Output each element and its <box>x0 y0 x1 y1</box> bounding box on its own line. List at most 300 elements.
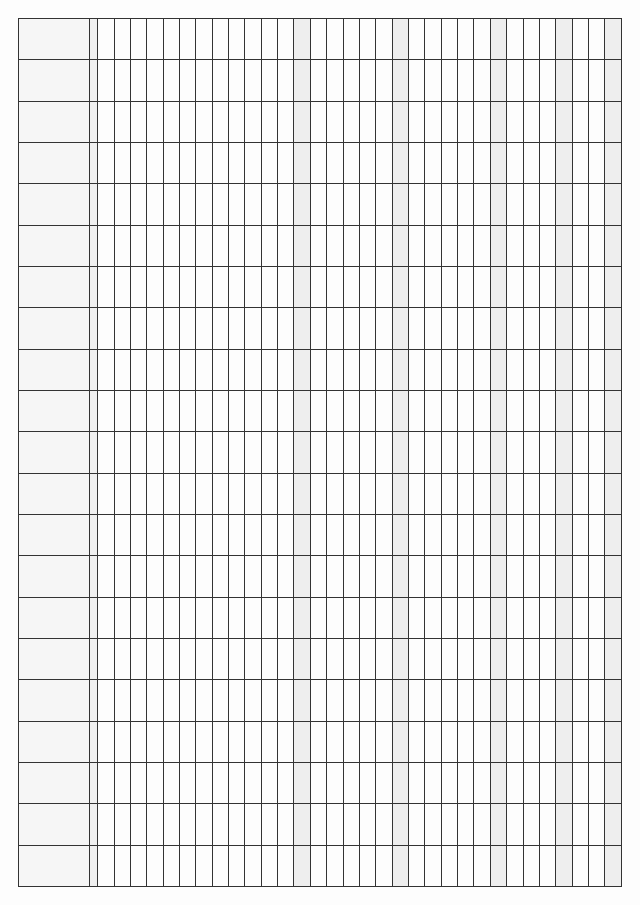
table-cell <box>98 473 114 514</box>
table-row <box>441 19 457 887</box>
table-cell <box>572 101 588 142</box>
table-cell <box>507 432 523 473</box>
table-cell <box>572 639 588 680</box>
table-cell <box>245 597 261 638</box>
table-cell <box>572 721 588 762</box>
table-cell <box>490 19 506 60</box>
table-cell <box>310 639 326 680</box>
table-cell <box>130 597 146 638</box>
table-cell <box>376 721 392 762</box>
table-cell <box>556 184 572 225</box>
table-cell <box>392 763 408 804</box>
table-cell <box>245 225 261 266</box>
table-cell <box>196 515 212 556</box>
table-cell <box>310 143 326 184</box>
table-cell <box>163 845 179 886</box>
table-cell <box>474 721 490 762</box>
table-cell <box>343 515 359 556</box>
table-cell <box>474 225 490 266</box>
table-cell <box>458 225 474 266</box>
table-cell <box>588 639 604 680</box>
table-cell <box>474 184 490 225</box>
table-cell <box>474 763 490 804</box>
table-cell <box>490 267 506 308</box>
table-cell <box>409 845 425 886</box>
table-cell <box>212 845 228 886</box>
table-cell <box>278 308 294 349</box>
table-cell <box>147 639 163 680</box>
table-cell <box>507 184 523 225</box>
table-cell <box>163 308 179 349</box>
table-cell <box>572 19 588 60</box>
table-cell <box>539 349 555 390</box>
table-cell <box>147 515 163 556</box>
table-cell <box>98 225 114 266</box>
table-cell <box>376 143 392 184</box>
column-number-cell <box>90 515 98 556</box>
table-cell <box>490 721 506 762</box>
table-cell <box>474 845 490 886</box>
header-cell <box>19 308 90 349</box>
table-cell <box>147 308 163 349</box>
table-cell <box>359 556 375 597</box>
table-cell <box>130 143 146 184</box>
table-cell <box>539 267 555 308</box>
table-cell <box>588 101 604 142</box>
column-number-cell <box>90 804 98 845</box>
table-cell <box>245 804 261 845</box>
header-cell <box>19 184 90 225</box>
table-cell <box>458 639 474 680</box>
table-cell <box>163 680 179 721</box>
table-cell <box>425 308 441 349</box>
table-cell <box>179 432 195 473</box>
table-cell <box>556 60 572 101</box>
table-cell <box>376 349 392 390</box>
table-cell <box>245 101 261 142</box>
table-cell <box>507 763 523 804</box>
table-cell <box>556 473 572 514</box>
table-cell <box>261 391 277 432</box>
table-cell <box>588 556 604 597</box>
table-cell <box>114 639 130 680</box>
column-number-cell <box>90 639 98 680</box>
table-row <box>229 19 245 887</box>
table-cell <box>130 473 146 514</box>
table-cell <box>130 680 146 721</box>
table-cell <box>212 391 228 432</box>
table-row <box>114 19 130 887</box>
table-cell <box>278 473 294 514</box>
table-cell <box>163 432 179 473</box>
table-cell <box>343 349 359 390</box>
table-cell <box>229 515 245 556</box>
table-cell <box>507 101 523 142</box>
table-cell <box>327 721 343 762</box>
table-cell <box>523 349 539 390</box>
table-cell <box>130 556 146 597</box>
table-cell <box>245 349 261 390</box>
table-cell <box>310 763 326 804</box>
table-cell <box>556 267 572 308</box>
table-cell <box>327 515 343 556</box>
table-cell <box>572 804 588 845</box>
table-cell <box>458 349 474 390</box>
table-cell <box>507 515 523 556</box>
table-cell <box>359 639 375 680</box>
table-cell <box>261 515 277 556</box>
table-cell <box>588 225 604 266</box>
table-cell <box>425 225 441 266</box>
table-cell <box>474 556 490 597</box>
table-cell <box>278 515 294 556</box>
table-cell <box>539 763 555 804</box>
table-cell <box>409 804 425 845</box>
table-cell <box>245 19 261 60</box>
table-cell <box>425 556 441 597</box>
table-cell <box>294 19 310 60</box>
header-cell <box>19 19 90 60</box>
table-cell <box>474 101 490 142</box>
table-cell <box>261 349 277 390</box>
header-cell <box>19 597 90 638</box>
table-cell <box>605 804 622 845</box>
table-cell <box>539 184 555 225</box>
table-cell <box>114 556 130 597</box>
table-cell <box>114 432 130 473</box>
table-cell <box>359 597 375 638</box>
table-row <box>147 19 163 887</box>
table-cell <box>572 845 588 886</box>
table-cell <box>359 308 375 349</box>
table-cell <box>310 19 326 60</box>
table-cell <box>310 349 326 390</box>
table-cell <box>458 597 474 638</box>
table-cell <box>605 763 622 804</box>
table-cell <box>196 101 212 142</box>
table-cell <box>376 267 392 308</box>
table-cell <box>588 515 604 556</box>
table-cell <box>523 184 539 225</box>
table-cell <box>605 267 622 308</box>
table-cell <box>441 184 457 225</box>
table-cell <box>507 60 523 101</box>
table-cell <box>147 267 163 308</box>
table-cell <box>441 597 457 638</box>
table-row <box>572 19 588 887</box>
table-cell <box>245 639 261 680</box>
table-cell <box>98 308 114 349</box>
table-cell <box>261 804 277 845</box>
table-cell <box>376 101 392 142</box>
table-cell <box>490 60 506 101</box>
table-cell <box>229 432 245 473</box>
table-cell <box>523 308 539 349</box>
table-cell <box>163 763 179 804</box>
table-cell <box>130 60 146 101</box>
table-cell <box>163 143 179 184</box>
table-cell <box>539 639 555 680</box>
table-cell <box>163 721 179 762</box>
table-cell <box>98 515 114 556</box>
table-cell <box>179 225 195 266</box>
table-cell <box>229 267 245 308</box>
table-cell <box>98 639 114 680</box>
header-cell <box>19 60 90 101</box>
table-cell <box>212 597 228 638</box>
table-cell <box>130 515 146 556</box>
table-cell <box>278 349 294 390</box>
table-cell <box>572 391 588 432</box>
table-cell <box>196 267 212 308</box>
table-cell <box>147 101 163 142</box>
table-cell <box>572 432 588 473</box>
table-cell <box>310 391 326 432</box>
column-number-cell <box>90 391 98 432</box>
table-cell <box>474 680 490 721</box>
table-cell <box>294 597 310 638</box>
table-cell <box>147 845 163 886</box>
table-cell <box>376 804 392 845</box>
table-cell <box>130 639 146 680</box>
table-cell <box>474 391 490 432</box>
table-cell <box>212 349 228 390</box>
table-cell <box>196 391 212 432</box>
table-cell <box>196 432 212 473</box>
table-cell <box>310 804 326 845</box>
table-row <box>163 19 179 887</box>
table-cell <box>523 19 539 60</box>
table-cell <box>261 680 277 721</box>
table-cell <box>147 721 163 762</box>
table-cell <box>409 184 425 225</box>
table-cell <box>605 225 622 266</box>
table-cell <box>130 101 146 142</box>
table-cell <box>605 391 622 432</box>
table-cell <box>229 804 245 845</box>
table-body <box>90 19 622 887</box>
table-cell <box>163 597 179 638</box>
header-cell <box>19 349 90 390</box>
table-cell <box>458 680 474 721</box>
table-cell <box>572 680 588 721</box>
table-cell <box>359 143 375 184</box>
table-cell <box>490 391 506 432</box>
table-cell <box>523 515 539 556</box>
table-cell <box>294 804 310 845</box>
table-cell <box>474 804 490 845</box>
table-cell <box>392 391 408 432</box>
table-cell <box>523 391 539 432</box>
table-cell <box>278 225 294 266</box>
table-cell <box>343 267 359 308</box>
table-cell <box>392 184 408 225</box>
table-cell <box>523 143 539 184</box>
table-cell <box>392 349 408 390</box>
table-cell <box>278 267 294 308</box>
table-cell <box>588 763 604 804</box>
table-cell <box>605 845 622 886</box>
table-cell <box>507 804 523 845</box>
table-cell <box>376 515 392 556</box>
table-cell <box>425 60 441 101</box>
table-row <box>179 19 195 887</box>
table-cell <box>229 225 245 266</box>
table-cell <box>605 184 622 225</box>
table-cell <box>196 845 212 886</box>
table-cell <box>376 556 392 597</box>
table-cell <box>392 515 408 556</box>
table-cell <box>441 556 457 597</box>
table-cell <box>294 473 310 514</box>
table-cell <box>588 845 604 886</box>
table-cell <box>294 391 310 432</box>
table-cell <box>556 556 572 597</box>
table-cell <box>294 225 310 266</box>
table-cell <box>523 639 539 680</box>
table-cell <box>441 349 457 390</box>
table-cell <box>523 597 539 638</box>
table-cell <box>605 432 622 473</box>
table-cell <box>163 267 179 308</box>
table-cell <box>425 349 441 390</box>
table-cell <box>98 721 114 762</box>
table-cell <box>98 267 114 308</box>
table-cell <box>163 225 179 266</box>
table-cell <box>343 763 359 804</box>
table-cell <box>343 225 359 266</box>
table-cell <box>605 60 622 101</box>
table-cell <box>425 515 441 556</box>
table-cell <box>376 308 392 349</box>
table-row <box>409 19 425 887</box>
table-cell <box>392 639 408 680</box>
table-cell <box>229 763 245 804</box>
table-cell <box>147 804 163 845</box>
table-cell <box>212 473 228 514</box>
table-cell <box>490 556 506 597</box>
table-cell <box>196 680 212 721</box>
table-row <box>278 19 294 887</box>
table-cell <box>130 349 146 390</box>
table-cell <box>98 349 114 390</box>
table-cell <box>98 143 114 184</box>
table-cell <box>359 845 375 886</box>
table-cell <box>474 639 490 680</box>
column-number-cell <box>90 473 98 514</box>
table-cell <box>359 515 375 556</box>
table-cell <box>359 391 375 432</box>
table-cell <box>409 349 425 390</box>
table-cell <box>359 804 375 845</box>
table-cell <box>343 473 359 514</box>
table-cell <box>229 101 245 142</box>
table-row <box>98 19 114 887</box>
table-cell <box>196 473 212 514</box>
table-row <box>310 19 326 887</box>
table-cell <box>392 143 408 184</box>
table-cell <box>523 804 539 845</box>
table-cell <box>343 845 359 886</box>
table-cell <box>425 597 441 638</box>
table-cell <box>229 680 245 721</box>
table-cell <box>163 556 179 597</box>
table-cell <box>147 19 163 60</box>
table-cell <box>229 391 245 432</box>
table-cell <box>539 804 555 845</box>
header-cell <box>19 763 90 804</box>
table-cell <box>556 845 572 886</box>
table-cell <box>441 804 457 845</box>
table-cell <box>556 225 572 266</box>
table-cell <box>114 267 130 308</box>
column-number-cell <box>90 680 98 721</box>
table-cell <box>212 680 228 721</box>
table-cell <box>278 845 294 886</box>
table-cell <box>212 763 228 804</box>
table-cell <box>245 556 261 597</box>
table-cell <box>196 308 212 349</box>
column-number-cell <box>90 845 98 886</box>
table-cell <box>294 432 310 473</box>
table-cell <box>458 60 474 101</box>
table-cell <box>343 639 359 680</box>
table-cell <box>474 473 490 514</box>
table-cell <box>114 845 130 886</box>
table-cell <box>359 721 375 762</box>
table-cell <box>114 473 130 514</box>
header-cell <box>19 680 90 721</box>
table-cell <box>294 721 310 762</box>
table-cell <box>310 225 326 266</box>
table-row <box>523 19 539 887</box>
column-number-cell <box>90 721 98 762</box>
table-cell <box>425 845 441 886</box>
table-cell <box>114 680 130 721</box>
table-cell <box>392 597 408 638</box>
table-cell <box>327 556 343 597</box>
header-cell <box>19 391 90 432</box>
column-number-cell <box>90 143 98 184</box>
table-cell <box>179 639 195 680</box>
table-cell <box>572 515 588 556</box>
table-cell <box>556 515 572 556</box>
table-cell <box>294 763 310 804</box>
table-cell <box>359 101 375 142</box>
table-cell <box>572 60 588 101</box>
table-cell <box>458 267 474 308</box>
table-cell <box>196 184 212 225</box>
table-cell <box>130 267 146 308</box>
header-cell <box>19 143 90 184</box>
table-cell <box>98 804 114 845</box>
table-cell <box>261 308 277 349</box>
table-cell <box>212 556 228 597</box>
table-cell <box>441 639 457 680</box>
table-cell <box>441 515 457 556</box>
table-cell <box>474 349 490 390</box>
column-number-row <box>90 19 98 887</box>
table-cell <box>359 432 375 473</box>
header-row <box>19 19 90 887</box>
table-cell <box>588 391 604 432</box>
table-cell <box>147 680 163 721</box>
table-cell <box>229 60 245 101</box>
table-cell <box>196 60 212 101</box>
table-cell <box>539 19 555 60</box>
table-cell <box>196 556 212 597</box>
table-cell <box>294 143 310 184</box>
